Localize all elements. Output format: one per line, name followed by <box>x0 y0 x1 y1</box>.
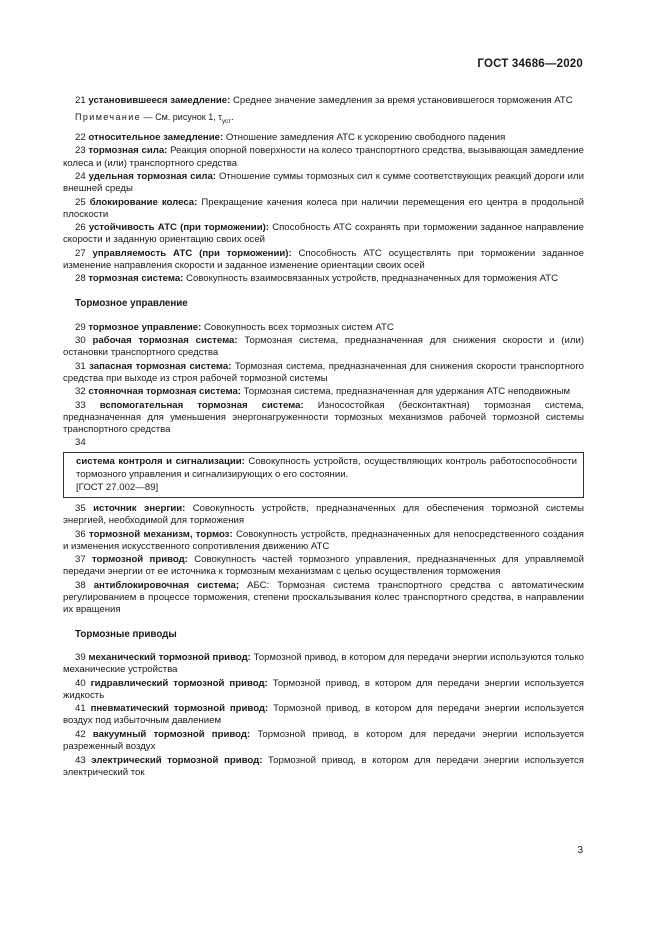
term-entry-39 <box>63 652 584 676</box>
term-definition: Тормозная система, предназначенная для снижения скорости транспортного средства при выходе из строя рабочей тормозной системы <box>63 360 584 384</box>
term-entry-34-number <box>63 437 584 449</box>
term-definition: Тормозная система, предназначенная для удержания АТС неподвижным <box>243 386 571 398</box>
term-entry-32 <box>63 386 584 398</box>
term-name: установившееся замедление: <box>88 95 231 106</box>
term-definition: Тормозной привод, в котором для передачи энергии используется воздух под избыточным давлением <box>63 703 584 727</box>
term-name: антиблокировочная система; <box>93 579 240 591</box>
term-name: тормозная сила: <box>88 145 168 157</box>
term-definition: Тормозная система, предназначенная для снижения скорости и (или) остановки транспортного средства <box>63 335 585 359</box>
term-number: 28 <box>75 273 86 285</box>
term-definition: Способность АТС осуществлять при торможении заданное изменение направления скорости и заданное изменение ориентации своих осей <box>63 247 584 271</box>
term-number: 23 <box>75 145 86 157</box>
term-definition: Совокупность взаимосвязанных устройств, предназначенных для торможения АТС <box>186 273 559 285</box>
term-number: 35 <box>75 503 86 515</box>
term-entry-24 <box>63 171 584 195</box>
term-definition: Реакция опорной поверхности на колесо транспортного средства, вызывающая замедление колеса и (или) транспортного средства <box>63 145 584 169</box>
term-entry-29 <box>63 322 584 334</box>
term-entry-37 <box>63 554 584 578</box>
note <box>63 111 584 128</box>
term-number: 25 <box>75 196 86 208</box>
term-group-e <box>63 652 584 779</box>
term-definition: Способность АТС сохранять при торможении заданное направление скорости и заданную ориентацию своих осей <box>63 222 584 246</box>
term-name: тормозная система: <box>88 273 184 285</box>
term-name: блокирование колеса: <box>89 196 198 208</box>
term-definition: Износостойкая (бесконтактная) тормозная система, предназначенная для уменьшения энергонагруженности тормозных механизмов рабочей тормозной системы транспортного средства <box>63 399 585 435</box>
term-entry-38 <box>63 580 584 616</box>
term-name: система контроля и сигнализации: <box>76 456 245 468</box>
term-name: рабочая тормозная система: <box>92 335 238 347</box>
term-entry-42 <box>63 729 584 753</box>
term-entry-23 <box>63 145 584 169</box>
term-entry-28 <box>63 273 584 285</box>
boxed-term-34 <box>63 452 584 498</box>
term-number: 22 <box>75 131 86 143</box>
term-name: вспомогательная тормозная система: <box>99 399 304 411</box>
term-entry-43 <box>63 755 584 779</box>
term-name: тормозной привод: <box>92 554 188 566</box>
term-definition: Совокупность устройств, осуществляющих контроль работоспособности тормозного управления и сигнализирующих о его состоянии. <box>76 456 577 480</box>
term-number: 31 <box>75 360 86 372</box>
term-number: 29 <box>75 321 86 333</box>
term-group-b <box>63 132 584 285</box>
term-entry-27 <box>63 248 584 272</box>
term-definition: Тормозной привод, в котором для передачи энергии используются только механические устройства <box>63 652 584 676</box>
term-name: гидравлический тормозной привод: <box>90 677 268 689</box>
section-title-brake-control: Тормозное управление <box>75 298 188 310</box>
term-number: 38 <box>75 579 86 591</box>
term-name: стояночная тормозная система: <box>88 386 241 398</box>
term-definition: АБС: Тормозная система транспортного средства с автоматическим регулированием в процессе торможения, степени проскальзывания колес транспортного средства, в направлении их вращения <box>63 579 584 616</box>
term-definition: Совокупность всех тормозных систем АТС <box>203 321 394 333</box>
note-subscript: уст <box>221 117 232 125</box>
term-entry-26 <box>63 222 584 246</box>
term-number: 42 <box>75 728 86 740</box>
term-reference: [ГОСТ 27.002—89] <box>76 482 159 494</box>
term-number: 40 <box>75 677 86 689</box>
terms-content <box>63 95 584 780</box>
term-name: устойчивость АТС (при торможении): <box>88 222 269 234</box>
term-number: 43 <box>75 754 86 766</box>
term-entry-40 <box>63 678 584 702</box>
term-definition: Совокупность устройств, предназначенных для обеспечения тормозной системы энергией, необходимой для торможения <box>63 503 585 527</box>
term-entry-25 <box>63 197 584 221</box>
term-entry-31 <box>63 361 584 385</box>
term-number: 26 <box>75 222 86 234</box>
term-number: 27 <box>75 247 86 259</box>
term-entry-35 <box>63 503 584 527</box>
term-name: вакуумный тормозной привод: <box>92 728 251 740</box>
term-group-c <box>63 322 584 436</box>
term-name: электрический тормозной привод: <box>91 754 263 766</box>
document-header: ГОСТ 34686—2020 <box>477 58 583 70</box>
term-definition: Тормозной привод, в котором для передачи энергии используется разреженный воздух <box>63 728 584 753</box>
term-definition: Тормозной привод, в котором для передачи энергии используется жидкость <box>63 677 584 701</box>
term-name: удельная тормозная сила: <box>88 171 216 183</box>
term-name: пневматический тормозной привод: <box>90 703 269 715</box>
term-definition: Прекращение качения колеса при наличии перемещения его центра в продольной плоскости <box>63 196 584 220</box>
term-entry-34 <box>76 456 577 480</box>
term-entry-41 <box>63 703 584 727</box>
term-number: 36 <box>75 528 86 540</box>
term-definition: Тормозной привод, в котором для передачи энергии используется электрический ток <box>63 754 584 778</box>
term-number: 33 <box>75 399 86 411</box>
term-definition: Совокупность частей тормозного управления, предназначенных для управляемой передачи энергии от ее источника к тормозным механизмам с целью осуществления торможения <box>63 554 585 578</box>
term-name: относительное замедление: <box>88 131 224 143</box>
term-name: источник энергии: <box>93 503 186 515</box>
term-number: 34 <box>75 437 86 449</box>
term-name: управляемость АТС (при торможении): <box>92 247 292 259</box>
note-label: Примечание <box>75 112 142 123</box>
page-number: 3 <box>577 845 583 856</box>
term-group-d <box>63 503 584 616</box>
term-number: 37 <box>75 554 86 566</box>
term-number: 21 <box>75 95 86 106</box>
term-entry-36 <box>63 529 584 553</box>
note-text: — См. рисунок 1, <box>143 112 216 123</box>
term-name: запасная тормозная система: <box>89 360 232 372</box>
term-number: 41 <box>75 703 86 715</box>
term-number: 39 <box>75 652 86 664</box>
term-number: 24 <box>75 171 86 183</box>
term-name: механический тормозной привод: <box>88 652 251 664</box>
term-entry-21 <box>63 95 584 107</box>
term-definition: Отношение замедления АТС к ускорению свободного падения <box>225 131 506 143</box>
note-symbol: τ <box>218 112 222 123</box>
term-name: тормозное управление: <box>88 321 202 333</box>
term-entry-22 <box>63 132 584 144</box>
note-end: . <box>231 112 234 123</box>
term-name: тормозной механизм, тормоз: <box>89 528 233 540</box>
term-entry-30 <box>63 335 584 359</box>
term-entry-33 <box>63 400 584 436</box>
section-title-brake-drives: Тормозные приводы <box>75 629 177 641</box>
term-number: 32 <box>75 386 86 398</box>
term-definition: Совокупность устройств, предназначенных для непосредственного создания и изменения искусственного сопротивления движению АТС <box>63 528 584 552</box>
term-definition: Среднее значение замедления за время установившегося торможения АТС <box>233 95 573 106</box>
term-definition: Отношение суммы тормозных сил к сумме соответствующих реакций дороги или внешней среды <box>63 171 585 195</box>
term-group-a <box>63 95 584 107</box>
term-number: 30 <box>75 335 86 347</box>
